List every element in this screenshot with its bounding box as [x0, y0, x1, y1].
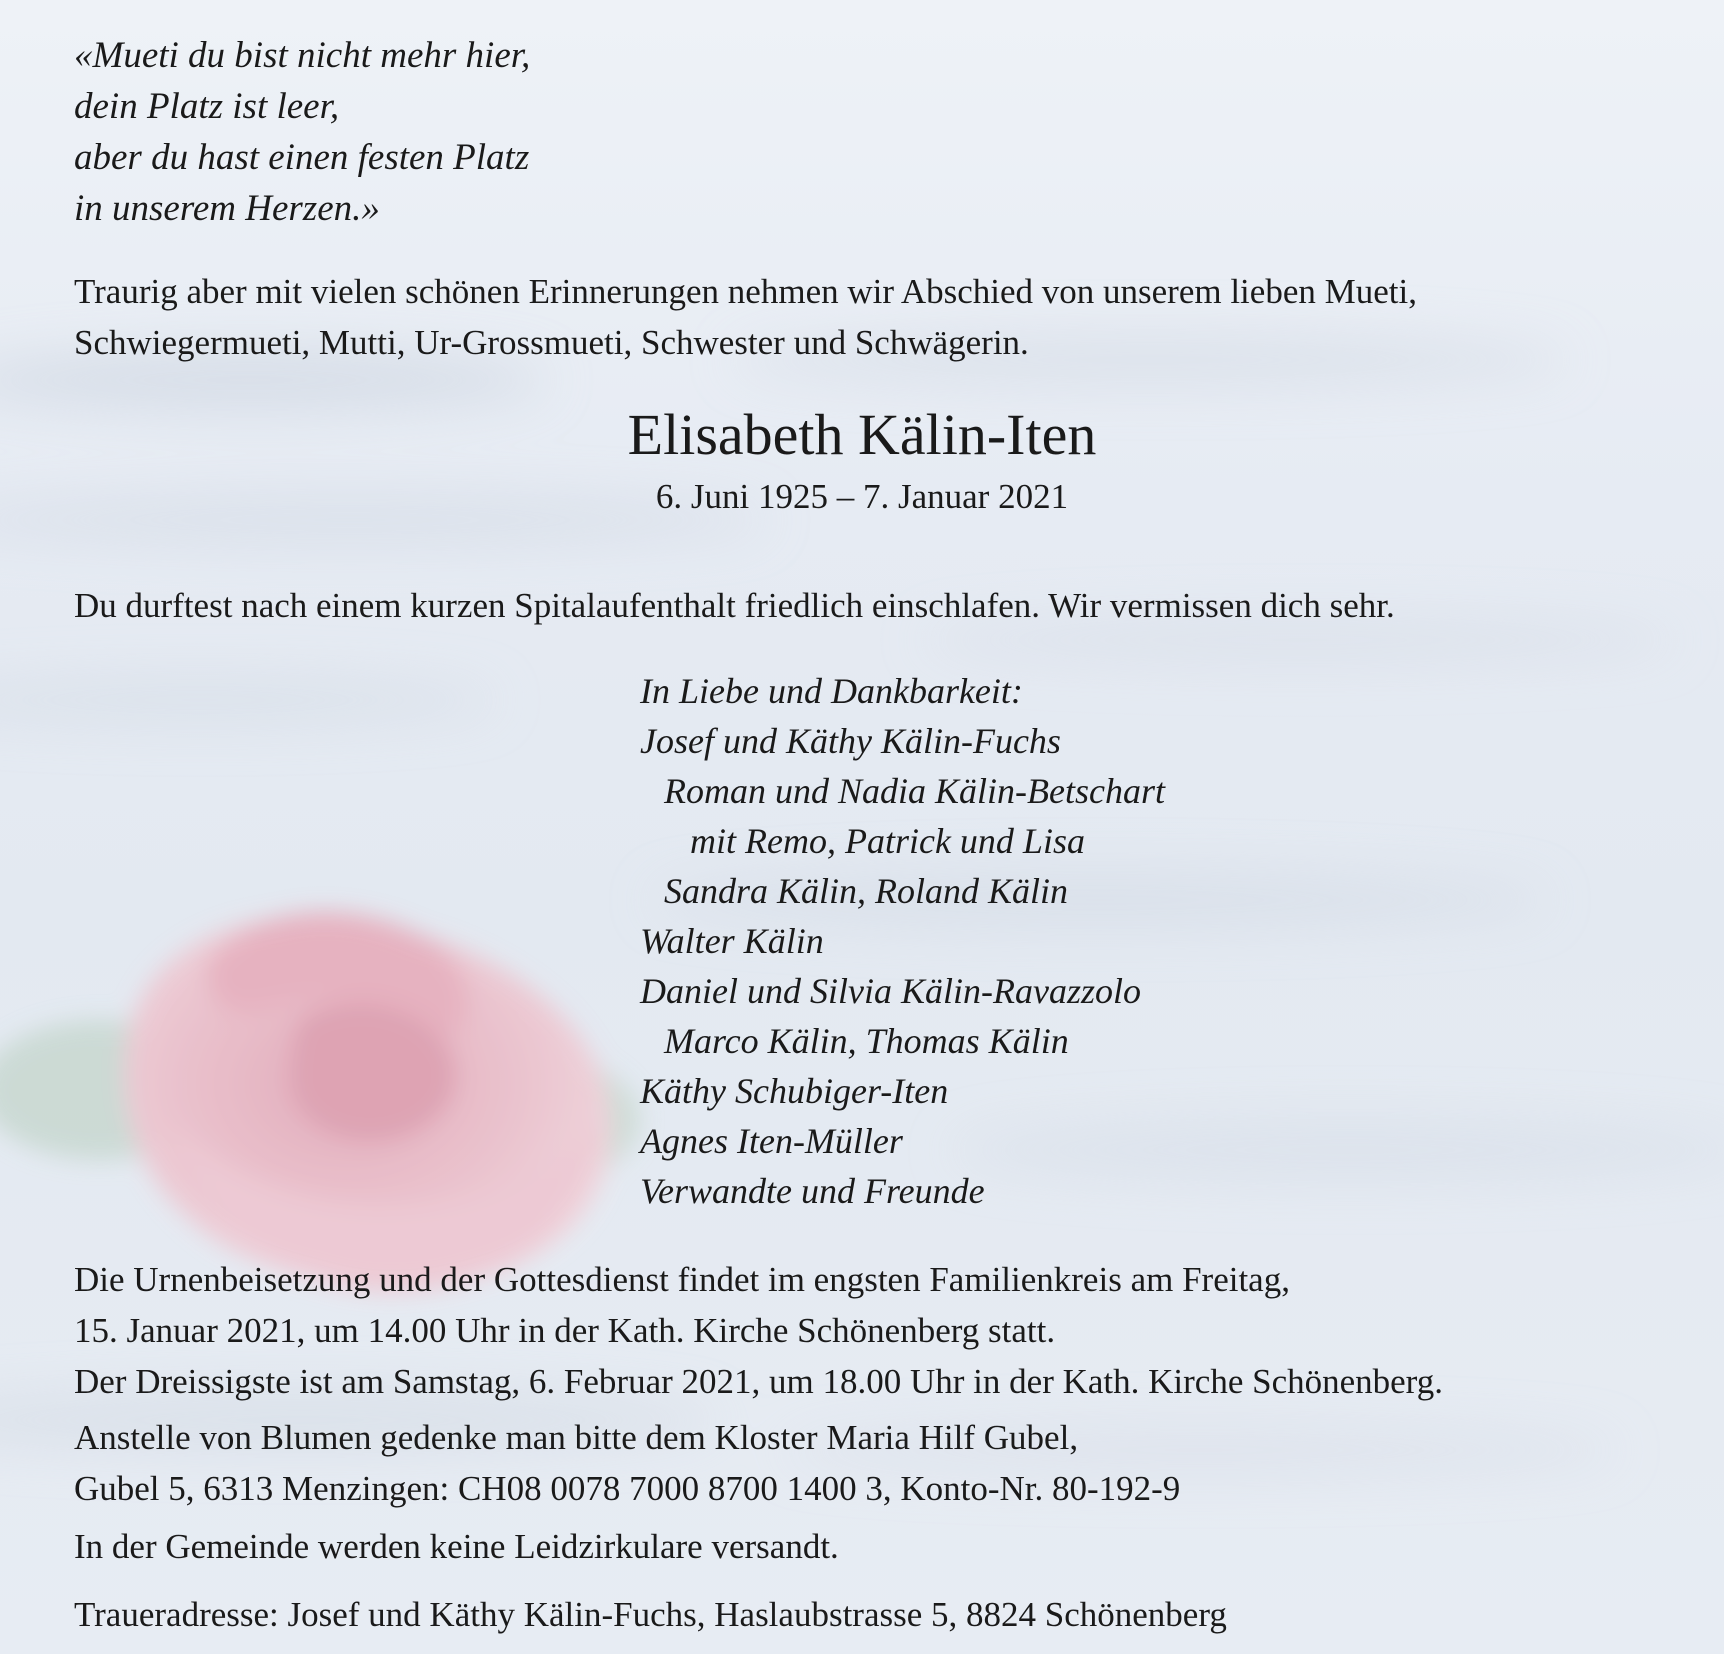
mourner-entry: Verwandte und Freunde: [640, 1171, 985, 1211]
donation-line: Gubel 5, 6313 Menzingen: CH08 0078 7000 8700 1400 3, Konto-Nr. 80-192-9: [74, 1469, 1181, 1508]
intro-paragraph: [74, 266, 1417, 368]
mourner-entry: Daniel und Silvia Kälin-Ravazzolo: [640, 971, 1141, 1011]
mourner-entry: Josef und Käthy Kälin-Fuchs: [640, 721, 1061, 761]
intro-line: Schwiegermueti, Mutti, Ur-Grossmueti, Schwester und Schwägerin.: [74, 323, 1029, 362]
mourner-entry: Walter Kälin: [640, 921, 824, 961]
service-line: 15. Januar 2021, um 14.00 Uhr in der Kath. Kirche Schönenberg statt.: [74, 1311, 1056, 1350]
mourners-heading: In Liebe und Dankbarkeit:: [640, 671, 1023, 711]
memorial-quote: [74, 30, 530, 234]
farewell-text: Du durftest nach einem kurzen Spitalaufenthalt friedlich einschlafen. Wir vermissen dich sehr.: [74, 586, 1395, 625]
mourner-entry: Sandra Kälin, Roland Kälin: [664, 871, 1069, 911]
service-line: Die Urnenbeisetzung und der Gottesdienst findet im engsten Familienkreis am Freitag,: [74, 1260, 1290, 1299]
mourner-entry: Roman und Nadia Kälin-Betschart: [664, 771, 1165, 811]
quote-line: aber du hast einen festen Platz: [74, 137, 530, 178]
service-line: Der Dreissigste ist am Samstag, 6. Februar 2021, um 18.00 Uhr in der Kath. Kirche Schönenberg.: [74, 1362, 1443, 1401]
mourner-entry: Agnes Iten-Müller: [640, 1121, 903, 1161]
service-details: [74, 1254, 1443, 1407]
mourner-entry: mit Remo, Patrick und Lisa: [690, 821, 1085, 861]
quote-line: «Mueti du bist nicht mehr hier,: [74, 35, 531, 76]
donation-line: Anstelle von Blumen gedenke man bitte dem Kloster Maria Hilf Gubel,: [74, 1418, 1079, 1457]
donation-details: [74, 1412, 1180, 1514]
quote-line: dein Platz ist leer,: [74, 86, 340, 127]
mourning-address: Traueradresse: Josef und Käthy Kälin-Fuchs, Haslaubstrasse 5, 8824 Schönenberg: [74, 1595, 1227, 1634]
mourner-entry: Marco Kälin, Thomas Kälin: [664, 1021, 1069, 1061]
life-dates: 6. Juni 1925 – 7. Januar 2021: [655, 477, 1069, 516]
mourner-entry: Käthy Schubiger-Iten: [640, 1071, 949, 1111]
deceased-name: Elisabeth Kälin-Iten: [627, 402, 1097, 467]
mourners-list: [640, 666, 1165, 1216]
circular-notice: In der Gemeinde werden keine Leidzirkulare versandt.: [74, 1527, 839, 1566]
quote-line: in unserem Herzen.»: [74, 188, 380, 229]
intro-line: Traurig aber mit vielen schönen Erinnerungen nehmen wir Abschied von unserem lieben Mueti,: [74, 272, 1417, 311]
